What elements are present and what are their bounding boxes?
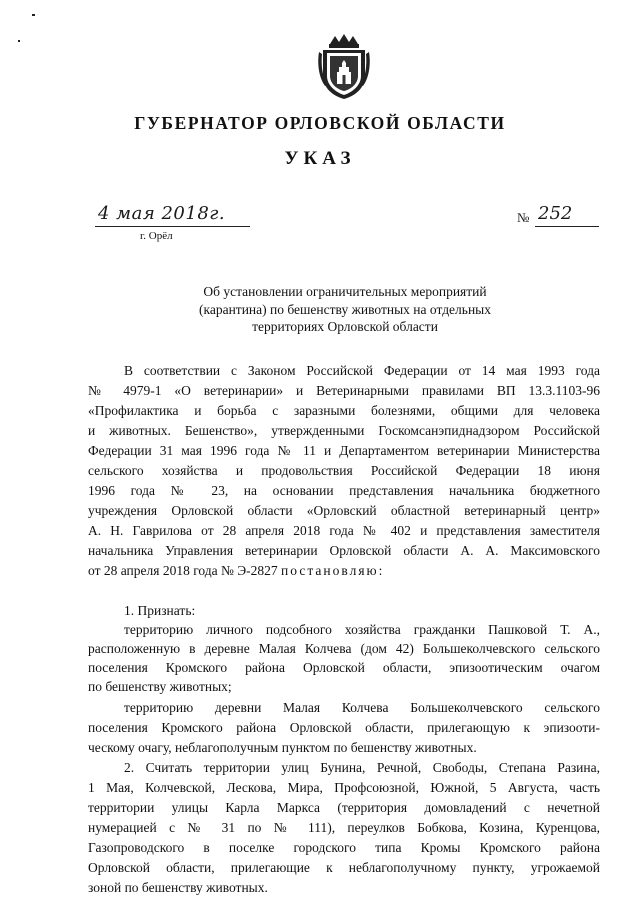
body-line: Федерации 31 мая 1996 года № 11 и Департаментом ветеринарии Министерства [88,443,600,458]
city-label: г. Орёл [140,230,173,242]
handwritten-date: 4 мая 2018г. [98,203,226,224]
body-line: зоной по бешенству животных. [88,880,268,895]
decree-word: постановляю: [281,563,385,578]
body-line: Газопроводского в поселке городского типа Кромы Кромского района [88,840,600,855]
body-line: территории улицы Карла Маркса (территория домовладений с нечетной [88,800,600,815]
body-line: по бешенству животных; [88,679,232,694]
number-label: № [517,210,530,225]
scan-mark [32,14,35,16]
body-line: ческому очагу, неблагополучным пунктом по бешенству животных. [88,740,477,755]
date-underline [95,226,250,227]
scan-mark [18,40,20,42]
body-line: территорию личного подсобного хозяйства гражданки Пашковой Т. А., [124,622,600,637]
body-line: Орловской области, прилегающие к неблагополучному пункту, угрожаемой [88,860,600,875]
document-type: УКАЗ [284,148,356,169]
body-text: от 28 апреля 2018 года № Э-2827 [88,563,278,578]
body-line: учреждения Орловской области «Орловский областной ветеринарный центр» [88,503,600,518]
body-line: расположенную в деревне Малая Колчева (дом 42) Большеколчевского сельского [88,641,600,656]
body-line: и животных. Бешенство», утвержденными Госкомсанэпиднадзором Российской [88,423,600,438]
number-underline [535,226,599,227]
subject-line: территориях Орловской области [252,319,438,334]
subject-line: (карантина) по бешенству животных на отдельных [198,301,491,317]
decree-subject [150,283,540,336]
issuer-title: ГУБЕРНАТОР ОРЛОВСКОЙ ОБЛАСТИ [134,113,506,133]
item-title: 1. Признать: [124,603,196,618]
body-line: начальника Управления ветеринарии Орловской области А. А. Максимовского [88,543,600,558]
body-line: нумерацией с № 31 по № 111), переулков Бобкова, Козина, Куренцова, [88,820,600,835]
body-line: «Профилактика и борьба с заразными болезнями, общими для человека [88,403,600,418]
body-line: А. Н. Гаврилова от 28 апреля 2018 года № 402 и представления заместителя [88,523,600,538]
body-line: 2. Считать территории улиц Бунина, Речной, Свободы, Степана Разина, [124,760,600,775]
body-line-last [88,562,384,580]
body-line: сельского хозяйства и продовольствия Российской Федерации 18 июня [88,463,600,478]
body-line: поселения Кромского района Орловской области, прилегающую к эпизооти- [88,720,600,735]
body-line: № 4979-1 «О ветеринарии» и Ветеринарными правилами ВП 13.3.1103-96 [88,383,600,398]
handwritten-number: 252 [538,203,573,224]
body-line: поселения Кромского района Орловской области, эпизоотическим очагом [88,660,600,675]
body-line: В соответствии с Законом Российской Федерации от 14 мая 1993 года [124,363,600,378]
subject-line: Об установлении ограничительных мероприятий [203,284,487,299]
body-line: 1 Мая, Колчевской, Лескова, Мира, Профсоюзной, Южной, 5 Августа, часть [88,780,600,795]
coat-of-arms-emblem [317,34,371,100]
body-line: территорию деревни Малая Колчева Большеколчевского сельского [124,700,600,715]
body-line: 1996 года № 23, на основании представления начальника бюджетного [88,483,600,498]
